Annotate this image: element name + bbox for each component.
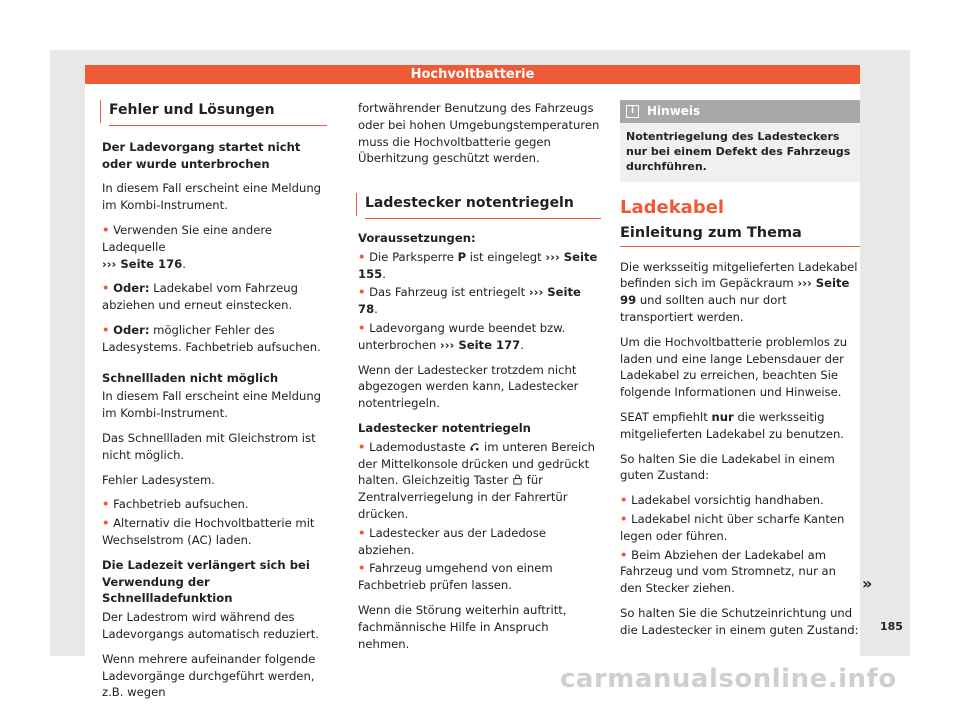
paragraph: Wenn der Ladestecker trotzdem nicht abgezogen werden kann, Ladestecker notentriegeln. xyxy=(358,362,579,411)
continue-marker: » xyxy=(862,574,873,593)
list-item: • Fahrzeug umgehend von einem Fachbetrieb prüfen lassen. xyxy=(358,561,553,593)
page-ref-link[interactable]: ››› Seite 176 xyxy=(102,256,183,271)
paragraph: SEAT empfiehlt nur die werksseitig mitgelieferten Ladekabel zu benutzen. xyxy=(620,409,844,441)
subsection-heading: Die Ladezeit verlängert sich bei Verwendung der Schnellladefunktion xyxy=(102,557,310,606)
subsection-heading: Ladestecker notentriegeln xyxy=(358,420,531,435)
page-ref-link[interactable]: ››› Seite 99 xyxy=(620,276,850,308)
hint-text: Notentriegelung des Ladesteckers nur bei einem Defekt des Fahrzeugs durchführen. xyxy=(626,130,851,173)
hint-box xyxy=(620,100,860,182)
list-item: • Ladestecker aus der Ladedose abziehen. xyxy=(358,525,546,557)
page-header: Hochvoltbatterie xyxy=(85,65,860,84)
page-ref-link[interactable]: ››› Seite 78 xyxy=(358,285,581,317)
list-item: • Beim Abziehen der Ladekabel am Fahrzeug und vom Stromnetz, nur an den Stecker ziehen. xyxy=(620,547,836,596)
list-item: • Ladekabel vorsichtig handhaben. xyxy=(620,493,824,508)
column-left xyxy=(102,100,327,709)
list-item: • Ladevorgang wurde beendet bzw. unterbrochen ››› Seite 177. xyxy=(358,320,566,352)
paragraph: In diesem Fall erscheint eine Meldung im Kombi-Instrument. xyxy=(102,181,322,213)
section-title: Einleitung zum Thema xyxy=(620,225,860,247)
list-item: • Ladekabel nicht über scharfe Kanten legen oder führen. xyxy=(620,511,845,543)
paragraph: Der Ladestrom wird während des Ladevorgangs automatisch reduziert. xyxy=(102,610,319,641)
column-middle xyxy=(358,100,601,660)
list-item: • Alternativ die Hochvoltbatterie mit Wechselstrom (AC) laden. xyxy=(102,516,315,547)
lock-icon xyxy=(512,474,523,485)
paragraph: So halten Sie die Ladekabel in einem guten Zustand: xyxy=(620,451,835,483)
watermark: carmanualsonline.info xyxy=(560,664,897,694)
page-ref-link[interactable]: ››› Seite 155 xyxy=(358,249,598,281)
page-ref-link[interactable]: ››› Seite 177 xyxy=(440,337,521,352)
paragraph: Das Schnellladen mit Gleichstrom ist nicht möglich. xyxy=(102,430,316,462)
subsection-heading: Voraussetzungen: xyxy=(358,230,476,245)
list-item: • Verwenden Sie eine andere Ladequelle ››› Seite 176. xyxy=(102,222,273,271)
list-item: • Oder: Ladekabel vom Fahrzeug abziehen und erneut einstecken. xyxy=(102,281,298,313)
list-item: • Oder: möglicher Fehler des Ladesystems. Fachbetrieb aufsuchen. xyxy=(102,322,321,354)
hint-header: i Hinweis xyxy=(620,100,860,123)
list-item: • Die Parksperre P ist eingelegt ››› Seite 155. xyxy=(358,249,598,281)
paragraph: Die werksseitig mitgelieferten Ladekabel befinden sich im Gepäckraum ››› Seite 99 und sollten auch nur dort transportiert werden. xyxy=(620,259,858,324)
subsection-heading: Der Ladevorgang startet nicht oder wurde unterbrochen xyxy=(102,139,301,171)
page-number: 185 xyxy=(880,620,903,633)
paragraph: Wenn die Störung weiterhin auftritt, fachmännische Hilfe in Anspruch nehmen. xyxy=(358,602,567,651)
chapter-title: Ladekabel xyxy=(620,197,725,218)
list-item: • Lademodustaste im unteren Bereich der Mittelkonsole drücken und gedrückt halten. Gleichzeitig Taster für Zentralverriegelung in der Fahrertür drücken. xyxy=(358,439,595,521)
charge-mode-icon xyxy=(469,441,480,452)
list-item: • Fachbetrieb aufsuchen. xyxy=(102,497,249,512)
paragraph: Wenn mehrere aufeinander folgende Ladevorgänge durchgeführt werden, z.B. wegen xyxy=(102,651,316,700)
section-title: Fehler und Lösungen xyxy=(100,100,327,123)
paragraph: Um die Hochvoltbatterie problemlos zu laden und eine lange Lebensdauer der Ladekabel zu erreichen, beachten Sie folgende Informationen und Hinweise. xyxy=(620,334,848,400)
paragraph: In diesem Fall erscheint eine Meldung im Kombi-Instrument. xyxy=(102,389,322,421)
list-item: • Das Fahrzeug ist entriegelt ››› Seite 78. xyxy=(358,285,581,317)
paragraph: fortwährender Benutzung des Fahrzeugs oder bei hohen Umgebungstemperaturen muss die Hochvoltbatterie gegen Überhitzung geschützt werden. xyxy=(358,101,600,166)
subsection-heading: Schnellladen nicht möglich xyxy=(102,370,279,385)
info-icon: i xyxy=(626,105,639,118)
column-right xyxy=(620,100,860,647)
section-title: Ladestecker notentriegeln xyxy=(356,193,601,216)
paragraph: So halten Sie die Schutzeinrichtung und die Ladestecker in einem guten Zustand: xyxy=(620,605,859,637)
paragraph: Fehler Ladesystem. xyxy=(102,472,215,487)
